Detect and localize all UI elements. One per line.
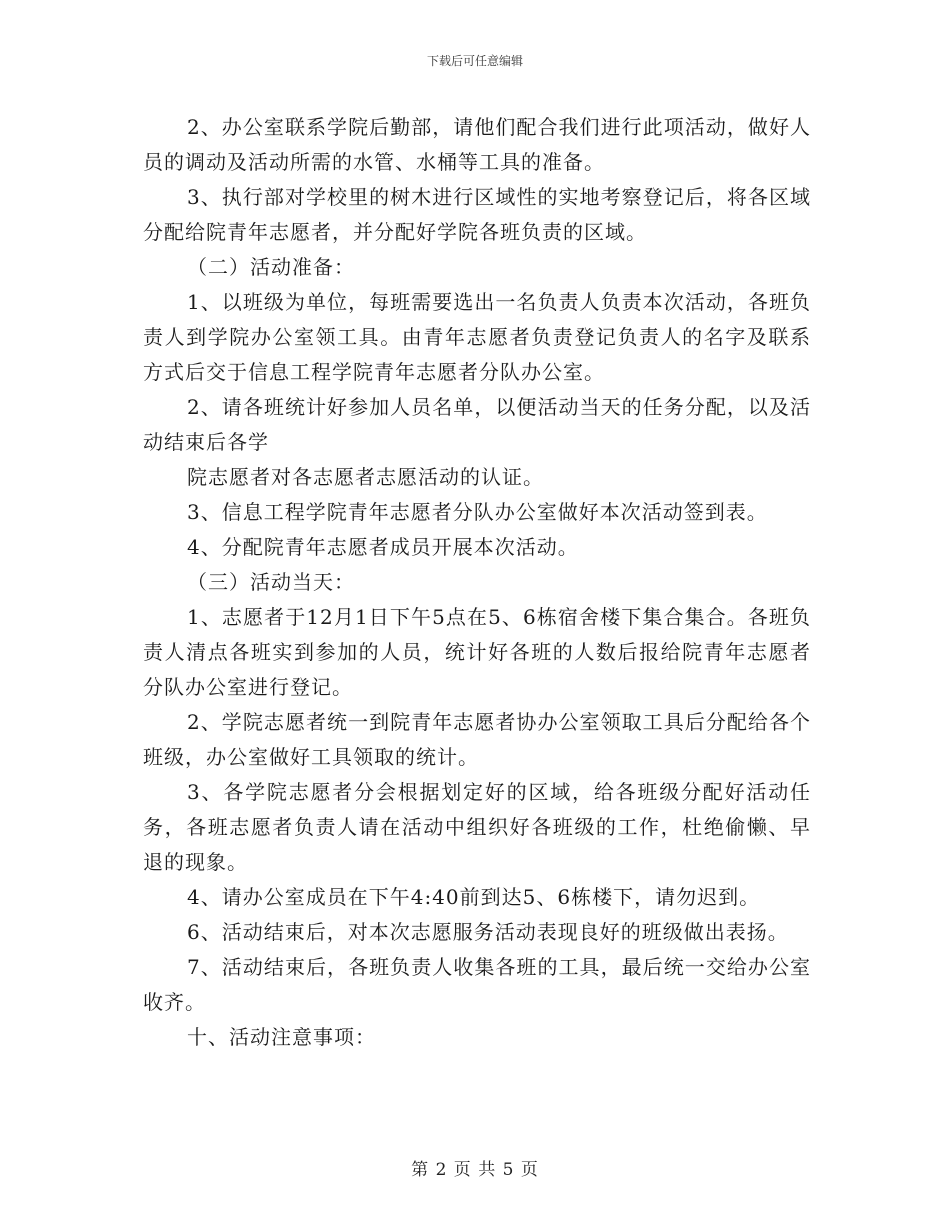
paragraph: 1、以班级为单位，每班需要选出一名负责人负责本次活动，各班负责人到学院办公室领工具。由青年志愿者负责登记负责人的名字及联系方式后交于信息工程学院青年志愿者分队办公室。 <box>143 290 811 384</box>
paragraph: 7、活动结束后，各班负责人收集各班的工具，最后统一交给办公室收齐。 <box>143 955 811 1014</box>
section-heading: （二）活动准备： <box>187 255 355 279</box>
page-number: 第 2 页 共 5 页 <box>411 1160 539 1180</box>
document-body <box>143 110 811 1055</box>
paragraph: 1、志愿者于12月1日下午5点在5、6栋宿舍楼下集合集合。各班负责人清点各班实到参加的人员，统计好各班的人数后报给院青年志愿者分队办公室进行登记。 <box>143 605 811 699</box>
section-heading: （三）活动当天： <box>187 570 355 594</box>
paragraph: 院志愿者对各志愿者志愿活动的认证。 <box>187 465 544 489</box>
paragraph: 3、执行部对学校里的树木进行区域性的实地考察登记后，将各区域分配给院青年志愿者，并分配好学院各班负责的区域。 <box>143 185 811 244</box>
paragraph: 6、活动结束后，对本次志愿服务活动表现良好的班级做出表扬。 <box>187 920 789 944</box>
section-heading: 十、活动注意事项： <box>187 1025 376 1049</box>
paragraph: 3、信息工程学院青年志愿者分队办公室做好本次活动签到表。 <box>187 500 768 524</box>
paragraph: 4、分配院青年志愿者成员开展本次活动。 <box>187 535 579 559</box>
page-header-note: 下载后可任意编辑 <box>426 54 523 68</box>
paragraph: 4、请办公室成员在下午4:40前到达5、6栋楼下，请勿迟到。 <box>187 885 761 909</box>
paragraph: 3、各学院志愿者分会根据划定好的区域，给各班级分配好活动任务，各班志愿者负责人请在活动中组织好各班级的工作，杜绝偷懒、早退的现象。 <box>143 780 811 874</box>
paragraph: 2、办公室联系学院后勤部，请他们配合我们进行此项活动，做好人员的调动及活动所需的水管、水桶等工具的准备。 <box>143 115 811 174</box>
paragraph: 2、学院志愿者统一到院青年志愿者协办公室领取工具后分配给各个班级，办公室做好工具领取的统计。 <box>143 710 811 769</box>
paragraph: 2、请各班统计好参加人员名单，以便活动当天的任务分配，以及活动结束后各学 <box>143 395 811 454</box>
